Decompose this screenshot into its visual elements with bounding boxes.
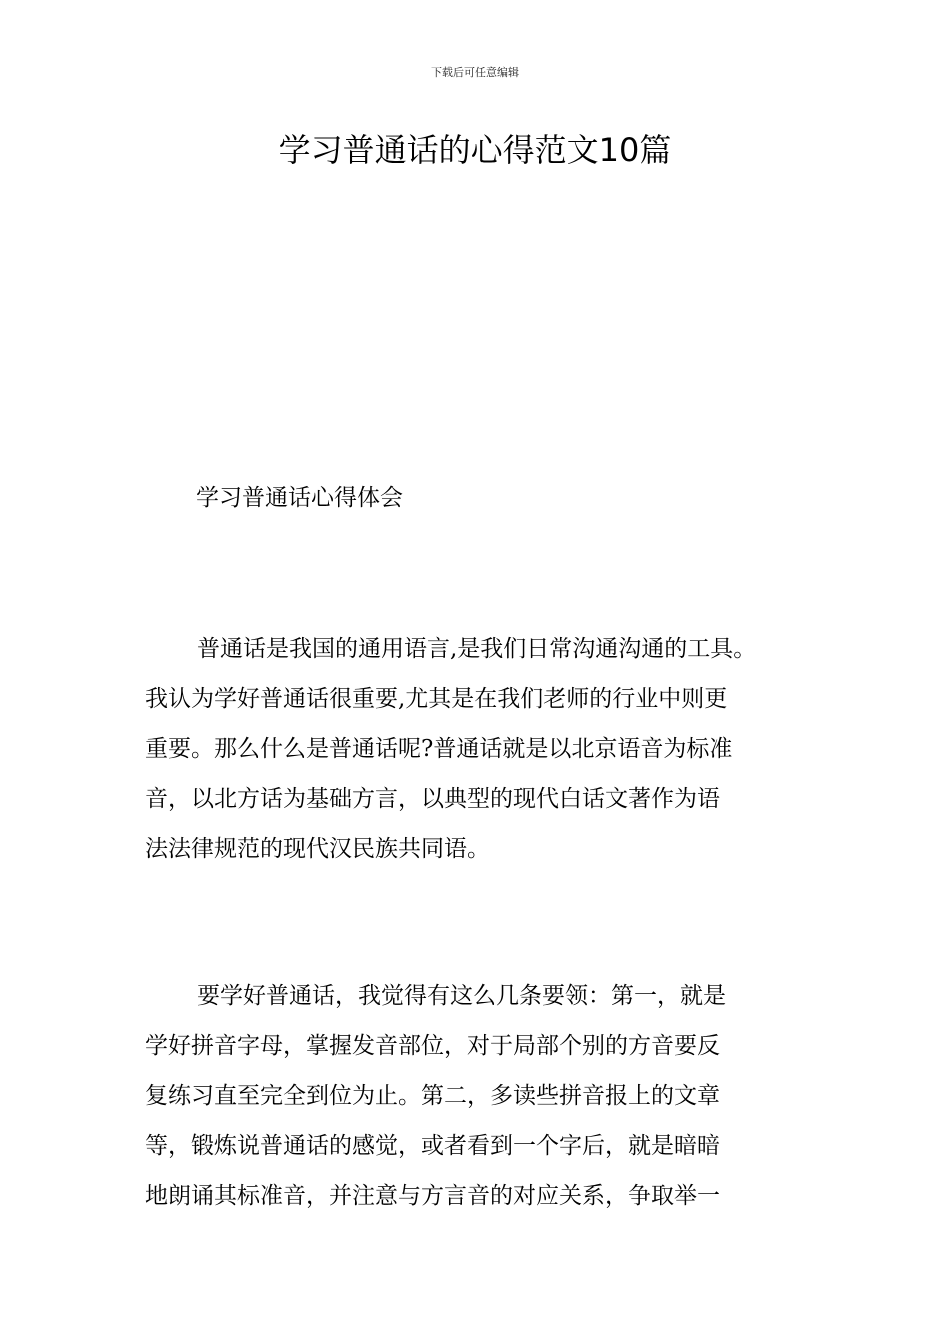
paragraph-line: 重要。那么什么是普通话呢?普通话就是以北京语音为标准 <box>145 736 733 762</box>
header-note: 下载后可任意编辑 <box>431 66 519 79</box>
paragraph-line: 地朗诵其标准音，并注意与方言音的对应关系，争取举一 <box>145 1183 720 1209</box>
paragraph-line: 普通话是我国的通用语言,是我们日常沟通沟通的工具。 <box>197 636 757 662</box>
paragraph-line: 法法律规范的现代汉民族共同语。 <box>145 836 490 862</box>
paragraph <box>145 971 835 1221</box>
paragraph-line: 我认为学好普通话很重要,尤其是在我们老师的行业中则更 <box>145 686 728 712</box>
paragraph-line: 音，以北方话为基础方言，以典型的现代白话文著作为语 <box>145 786 720 812</box>
section-heading: 学习普通话心得体会 <box>196 485 403 511</box>
document-title: 学习普通话的心得范文10篇 <box>278 131 672 169</box>
paragraph-line: 要学好普通话，我觉得有这么几条要领：第一，就是 <box>197 983 726 1009</box>
paragraph-line: 复练习直至完全到位为止。第二，多读些拼音报上的文章 <box>145 1083 720 1109</box>
paragraph-line: 等，锻炼说普通话的感觉，或者看到一个字后，就是暗暗 <box>145 1133 720 1159</box>
paragraph-line: 学好拼音字母，掌握发音部位，对于局部个别的方音要反 <box>145 1033 720 1059</box>
paragraph <box>145 624 835 874</box>
